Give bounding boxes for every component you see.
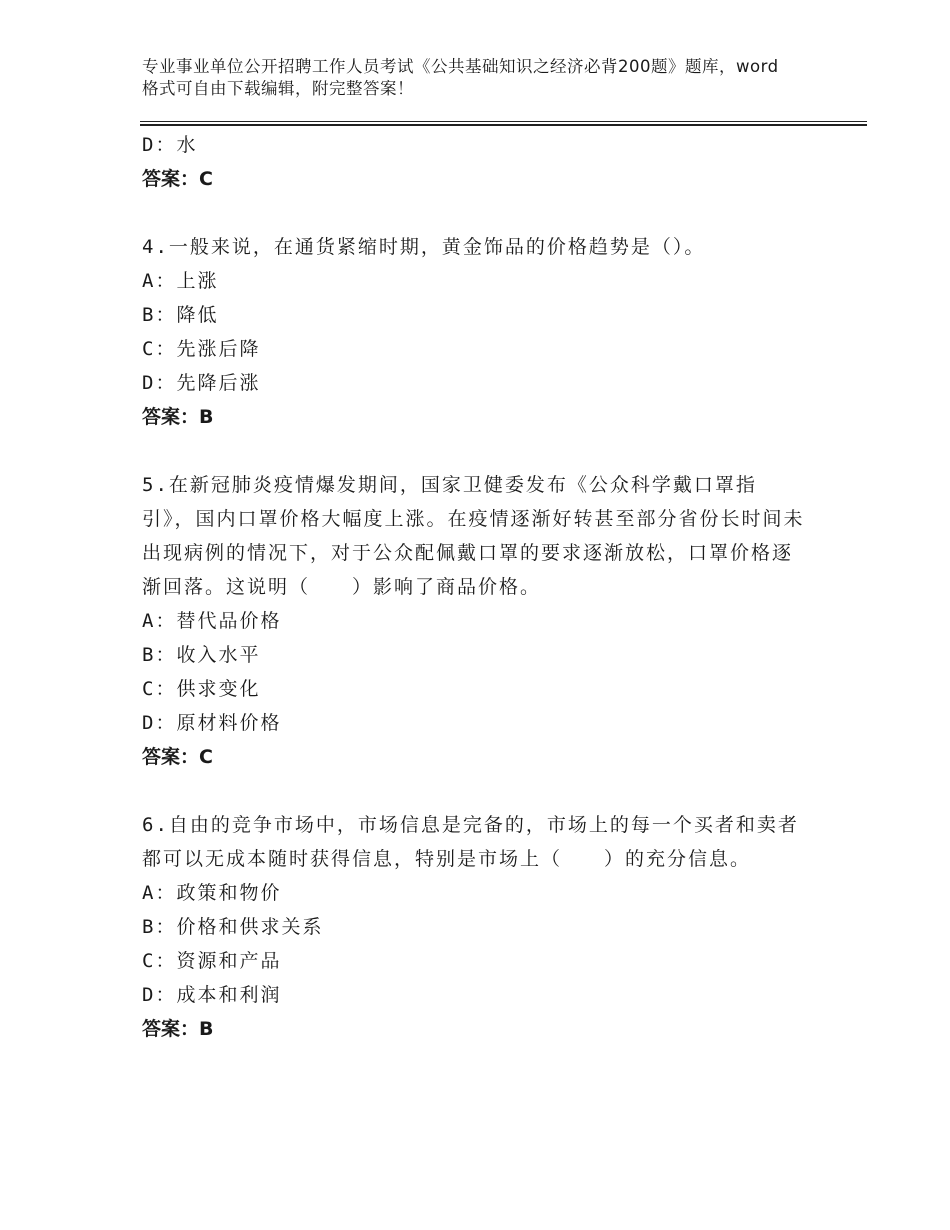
option-c: C：资源和产品 [142,950,282,972]
option-c: C：供求变化 [142,678,261,700]
option-b: B：价格和供求关系 [142,916,324,938]
question-stem: 4.一般来说，在通货紧缩时期，黄金饰品的价格趋势是（）。 [142,236,706,258]
option-a: A：上涨 [142,270,219,292]
option-c: C：先涨后降 [142,338,261,360]
header-rule-thick [140,124,867,126]
option-a: A：政策和物价 [142,882,282,904]
question-stem: 5.在新冠肺炎疫情爆发期间，国家卫健委发布《公众科学戴口罩指引》，国内口罩价格大幅度上涨。在疫情逐渐好转甚至部分省份长时间未出现病例的情况下，对于公众配佩戴口罩的要求逐渐放松，口罩价格逐渐回落。这说明（ ）影响了商品价格。 [142,474,805,598]
option-d: D：先降后涨 [142,372,261,394]
option-b: B：收入水平 [142,644,261,666]
answer: 答案：B [142,1018,214,1040]
question-stem: 6.自由的竞争市场中，市场信息是完备的，市场上的每一个买者和卖者都可以无成本随时获得信息，特别是市场上（ ）的充分信息。 [142,814,799,870]
document-body [142,128,807,1046]
answer: 答案：C [142,746,213,768]
answer: 答案：B [142,406,214,428]
option-d: D：原材料价格 [142,712,282,734]
option-d: D：成本和利润 [142,984,282,1006]
header-rule-thin [140,121,867,122]
option-b: B：降低 [142,304,219,326]
document-header: 专业事业单位公开招聘工作人员考试《公共基础知识之经济必背200题》题库，word格式可自由下载编辑，附完整答案！ [142,57,779,98]
question-4 [142,230,807,434]
answer: 答案：C [142,168,213,190]
question-6 [142,808,807,1046]
option-a: A：替代品价格 [142,610,282,632]
question-5 [142,468,807,774]
option-d: D：水 [142,134,198,156]
